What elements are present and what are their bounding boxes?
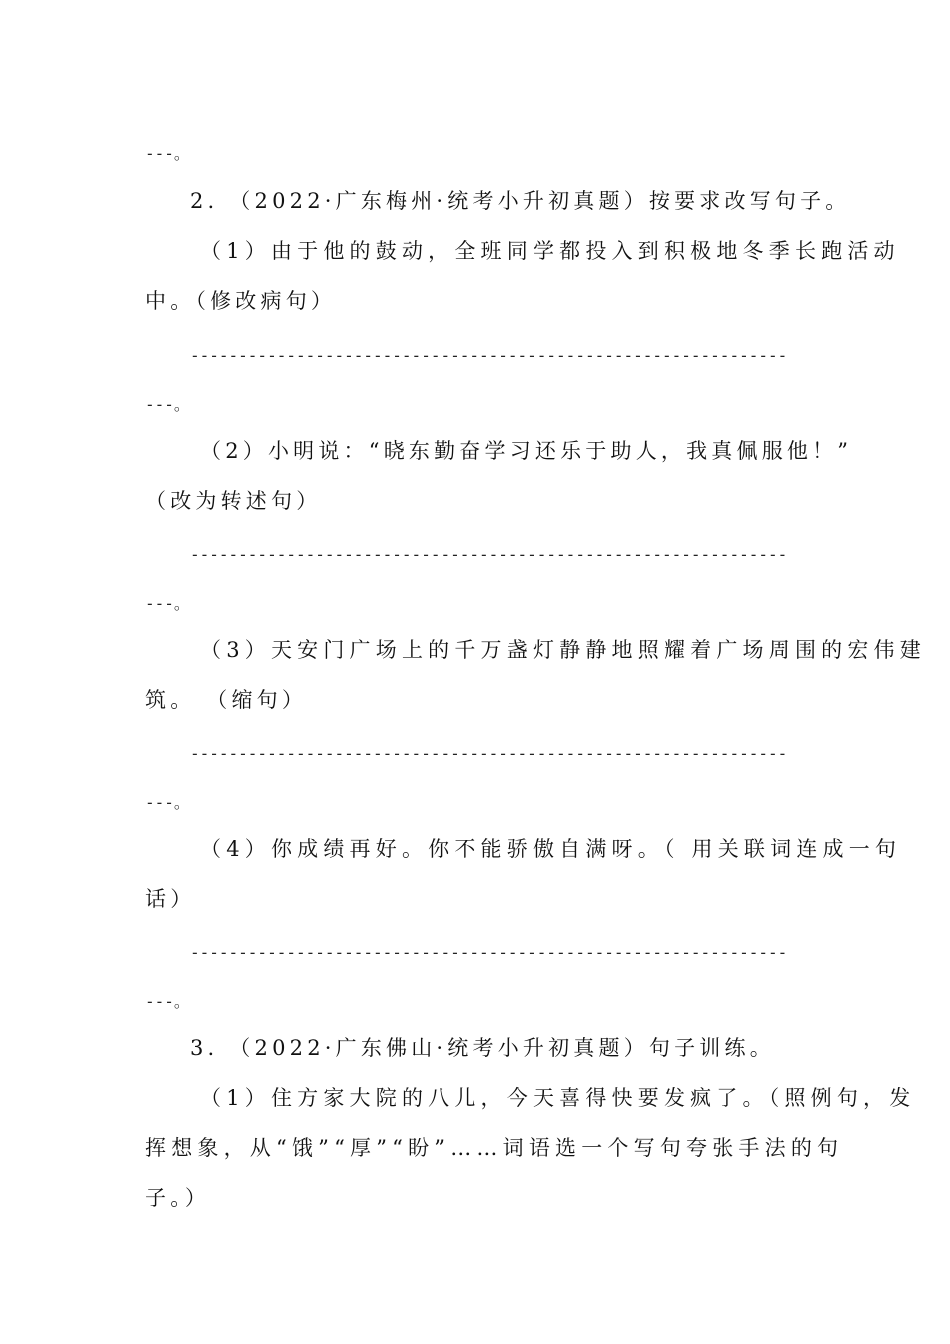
- q3-item-1-line1: （1）住方家大院的八儿，今天喜得快要发疯了。（照例句，发: [200, 1086, 916, 1110]
- q2-item-1-line2: 中。（修改病句）: [145, 289, 337, 313]
- answer-line-end: ---。: [145, 594, 190, 613]
- answer-line[interactable]: --------------------------------------------------------------: [190, 346, 788, 365]
- q3-item-1-line3: 子。）: [145, 1186, 211, 1210]
- q2-item-4-line1: （4）你成绩再好。你不能骄傲自满呀。（ 用关联词连成一句: [200, 837, 902, 861]
- q2-item-3-line2: 筑。 （缩句）: [145, 688, 308, 712]
- q2-item-4-line2: 话）: [145, 887, 196, 911]
- question-3-header: 3. （2022·广东佛山·统考小升初真题）句子训练。: [190, 1036, 775, 1060]
- answer-line-end: ---。: [145, 395, 190, 414]
- q2-item-1-line1: （1）由于他的鼓动，全班同学都投入到积极地冬季长跑活动: [200, 239, 900, 263]
- answer-line[interactable]: --------------------------------------------------------------: [190, 545, 788, 564]
- q3-item-1-line2: 挥想象，从“饿”“厚”“盼”……词语选一个写句夸张手法的句: [145, 1136, 844, 1160]
- answer-line-end: ---。: [145, 144, 190, 163]
- answer-line-end: ---。: [145, 992, 190, 1011]
- answer-line[interactable]: --------------------------------------------------------------: [190, 744, 788, 763]
- q2-item-3-line1: （3）天安门广场上的千万盏灯静静地照耀着广场周围的宏伟建: [200, 638, 926, 662]
- answer-line-end: ---。: [145, 793, 190, 812]
- question-2-header: 2. （2022·广东梅州·统考小升初真题）按要求改写句子。: [190, 189, 851, 213]
- q2-item-2-line1: （2）小明说：“晓东勤奋学习还乐于助人，我真佩服他！”: [200, 439, 853, 463]
- q2-item-2-line2: （改为转述句）: [145, 489, 322, 513]
- answer-line[interactable]: --------------------------------------------------------------: [190, 943, 788, 962]
